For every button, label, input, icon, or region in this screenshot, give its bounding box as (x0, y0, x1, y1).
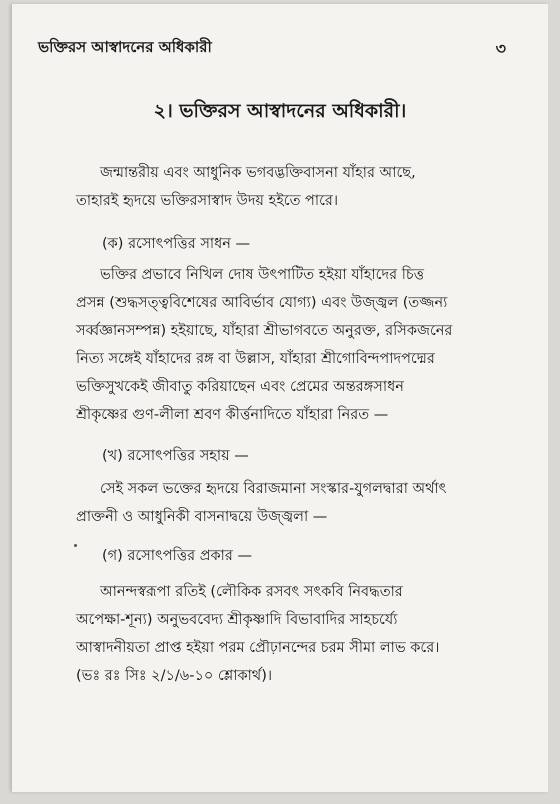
paragraph-line: ভক্তির প্রভাবে নিখিল দোষ উৎপাটিত হইয়া যাঁহাদের চিত্ত (100, 267, 425, 283)
book-page (12, 4, 548, 792)
paragraph-line: নিত্য সঙ্গেই যাঁহাদের রঙ্গ বা উল্লাস, যাঁহারা শ্রীগোবিন্দপাদপদ্মের (76, 351, 435, 367)
paragraph-line: প্রসন্ন (শুদ্ধসত্ত্ববিশেষের আবির্ভাব যোগ্য) এবং উজ্জ্বল (তজ্জন্য (76, 295, 448, 311)
paragraph-line: আনন্দস্বরূপা রতিই (লৌকিক রসবৎ সৎকবি নিবদ্ধতার (100, 584, 403, 600)
intro-paragraph (76, 159, 536, 215)
paragraph-line: ভক্তিসুখকেই জীবাতু করিয়াছেন এবং প্রেমের অন্তরঙ্গসাধন (76, 379, 404, 395)
section-heading-ga: (গ) রসোৎপত্তির প্রকার — (102, 548, 252, 564)
section-ga-paragraph (76, 578, 536, 690)
section-kha-paragraph (76, 475, 536, 531)
page-number: ৩ (495, 39, 506, 58)
paragraph-line: তাহারই হৃদয়ে ভক্তিরসাস্বাদ উদয় হইতে পারে। (76, 193, 339, 209)
paragraph-line: জন্মান্তরীয় এবং আধুনিক ভগবদ্ভক্তিবাসনা যাঁহার আছে, (100, 165, 416, 181)
section-heading-ka: (ক) রসোৎপত্তির সাধন — (102, 236, 251, 252)
paragraph-line: শ্রীকৃষ্ণের গুণ-লীলা শ্রবণ কীর্ত্তনাদিতে যাঁহারা নিরত — (76, 407, 389, 423)
chapter-title: ২। ভক্তিরস আস্বাদনের অধিকারী। (153, 100, 407, 122)
paragraph-line: অপেক্ষা-শূন্য) অনুভববেদ্য শ্রীকৃষ্ণাদি বিভাবাদির সাহচর্য্যে (76, 612, 398, 628)
paragraph-line: সর্ব্বজ্ঞানসম্পন্ন) হইয়াছে, যাঁহারা শ্রীভাগবতে অনুরক্ত, রসিকজনের (76, 323, 453, 339)
section-ka-paragraph (76, 261, 536, 429)
paragraph-line: সেই সকল ভক্তের হৃদয়ে বিরাজমানা সংস্কার-যুগলদ্বারা অর্থাৎ (100, 481, 447, 497)
paragraph-line: (ভঃ রঃ সিঃ ২/১/৬-১০ শ্লোকার্থ)। (76, 668, 273, 684)
running-header-title: ভক্তিরস আস্বাদনের অধিকারী (38, 38, 212, 56)
ink-speck (74, 544, 77, 547)
paragraph-line: আস্বাদনীয়তা প্রাপ্ত হইয়া পরম প্রৌঢ়ানন্দের চরম সীমা লাভ করে। (76, 640, 440, 656)
section-heading-kha: (খ) রসোৎপত্তির সহায় — (102, 448, 249, 464)
paragraph-line: প্রাক্তনী ও আধুনিকী বাসনাদ্বয়ে উজ্জ্বলা — (76, 509, 328, 525)
